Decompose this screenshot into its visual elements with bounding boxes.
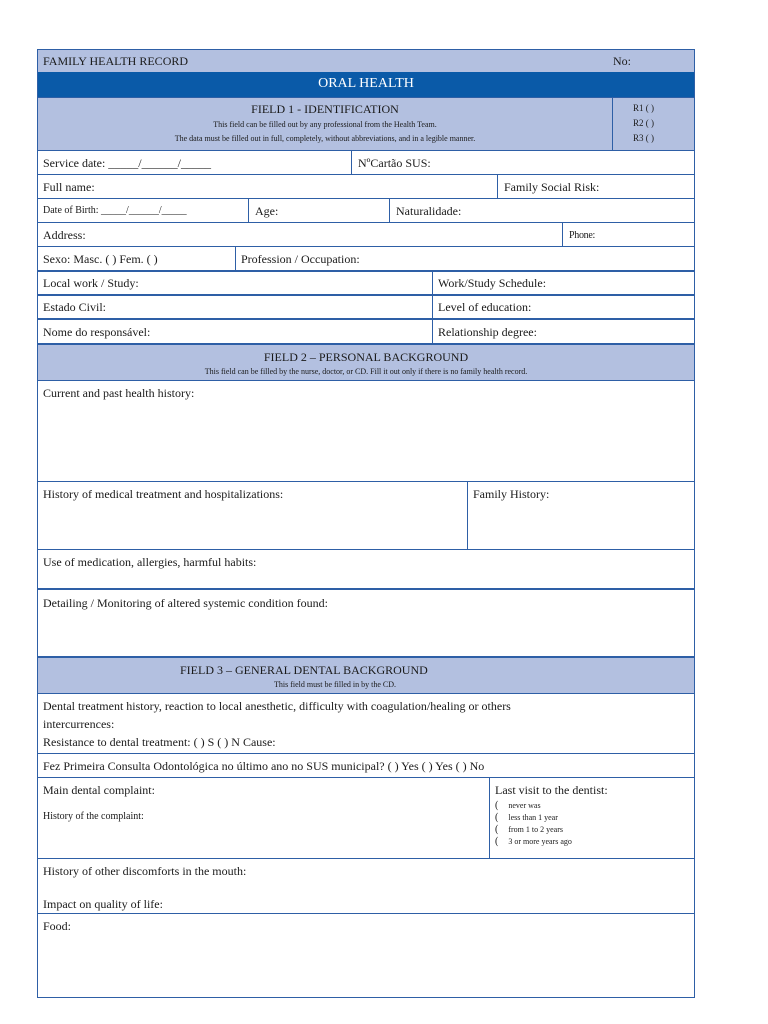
medication-label: Use of medication, allergies, harmful habits: xyxy=(43,555,257,569)
primeira-consulta-label: Fez Primeira Consulta Odontológica no último ano no SUS municipal? ( ) Yes ( ) Yes ( ) No xyxy=(43,759,485,773)
schedule-field[interactable]: Work/Study Schedule: xyxy=(438,276,547,290)
field3-header xyxy=(38,656,694,693)
last-visit-box xyxy=(489,778,694,858)
other-discomforts-label[interactable]: History of other discomforts in the mouth: xyxy=(43,864,247,878)
last-visit-option-1-2y[interactable]: ( from 1 to 2 years xyxy=(495,824,563,835)
complaint-history-label[interactable]: History of the complaint: xyxy=(43,811,144,822)
field2-title: FIELD 2 – PERSONAL BACKGROUND xyxy=(263,350,469,364)
naturalidade-field[interactable]: Naturalidade: xyxy=(396,204,462,218)
row-work xyxy=(38,270,694,294)
full-name-field[interactable]: Full name: xyxy=(43,180,95,194)
family-history-label[interactable]: Family History: xyxy=(473,487,550,501)
systemic-label: Detailing / Monitoring of altered systemic condition found: xyxy=(43,596,328,610)
last-visit-option-3y-plus[interactable]: ( 3 or more years ago xyxy=(495,836,572,847)
field1-header xyxy=(38,97,694,150)
food-label: Food: xyxy=(43,919,72,933)
last-visit-label: Last visit to the dentist: xyxy=(495,783,608,797)
relationship-field[interactable]: Relationship degree: xyxy=(438,325,537,339)
health-history-label: Current and past health history: xyxy=(43,386,195,400)
dental-history-line1: Dental treatment history, reaction to local anesthetic, difficulty with coagulation/healing or others xyxy=(43,699,511,713)
row-responsavel xyxy=(38,318,694,343)
food-box[interactable] xyxy=(38,913,694,997)
dental-history-line2: intercurrences: xyxy=(43,717,115,731)
field1-note-2: The data must be filled out in full, completely, without abbreviations, and in a legible manner. xyxy=(174,134,476,143)
dob-field[interactable]: Date of Birth: _____/______/_____ xyxy=(43,205,187,216)
service-date-field[interactable]: Service date: _____/______/_____ xyxy=(43,156,211,170)
row-full-name xyxy=(38,174,694,198)
risk-box xyxy=(612,98,694,150)
local-work-field[interactable]: Local work / Study: xyxy=(43,276,139,290)
field2-note: This field can be filled by the nurse, doctor, or CD. Fill it out only if there is no family health record. xyxy=(204,367,528,376)
row-birth xyxy=(38,198,694,222)
quality-of-life-label[interactable]: Impact on quality of life: xyxy=(43,897,163,911)
last-visit-option-never[interactable]: ( never was xyxy=(495,800,541,811)
field3-note: This field must be filled in by the CD. xyxy=(274,680,396,689)
main-complaint-label[interactable]: Main dental complaint: xyxy=(43,783,155,797)
last-visit-option-less-1y[interactable]: ( less than 1 year xyxy=(495,812,558,823)
row-sexo xyxy=(38,246,694,270)
field2-header xyxy=(38,343,694,380)
dental-history-box[interactable] xyxy=(38,693,694,753)
oral-health-banner xyxy=(38,72,694,97)
record-title: FAMILY HEALTH RECORD xyxy=(43,54,189,68)
profession-field[interactable]: Profession / Occupation: xyxy=(241,252,360,266)
estado-civil-field[interactable]: Estado Civil: xyxy=(43,300,106,314)
banner-title: ORAL HEALTH xyxy=(318,76,414,91)
resistance-line[interactable]: Resistance to dental treatment: ( ) S ( ) N Cause: xyxy=(43,735,276,749)
risk-r2[interactable]: R2 ( ) xyxy=(633,118,654,128)
risk-r3[interactable]: R3 ( ) xyxy=(633,133,654,143)
family-risk-field[interactable]: Family Social Risk: xyxy=(504,180,600,194)
education-field[interactable]: Level of education: xyxy=(438,300,532,314)
health-history-box[interactable] xyxy=(38,380,694,481)
address-field[interactable]: Address: xyxy=(43,228,86,242)
treatment-history-label[interactable]: History of medical treatment and hospitalizations: xyxy=(43,487,284,501)
row-discomforts xyxy=(38,858,694,913)
record-number-label: No: xyxy=(613,54,631,68)
systemic-box[interactable] xyxy=(38,588,694,656)
field3-title: FIELD 3 – GENERAL DENTAL BACKGROUND xyxy=(180,663,428,677)
primeira-consulta-row[interactable] xyxy=(38,753,694,777)
medication-box[interactable] xyxy=(38,549,694,588)
row-complaint xyxy=(38,777,694,858)
row-estado-civil xyxy=(38,294,694,318)
row-address xyxy=(38,222,694,246)
field1-title: FIELD 1 - IDENTIFICATION xyxy=(251,102,399,116)
row-treatment xyxy=(38,481,694,549)
risk-r1[interactable]: R1 ( ) xyxy=(633,103,654,113)
oral-health-form xyxy=(37,49,695,998)
field1-note-1: This field can be filled out by any professional from the Health Team. xyxy=(213,120,437,129)
sus-card-field[interactable]: NºCartão SUS: xyxy=(358,156,431,170)
responsavel-field[interactable]: Nome do responsável: xyxy=(43,325,151,339)
phone-field[interactable]: Phone: xyxy=(569,230,595,241)
record-header xyxy=(38,50,694,72)
sexo-field[interactable]: Sexo: Masc. ( ) Fem. ( ) xyxy=(43,252,158,266)
age-field[interactable]: Age: xyxy=(255,204,279,218)
row-service-date xyxy=(38,150,694,174)
